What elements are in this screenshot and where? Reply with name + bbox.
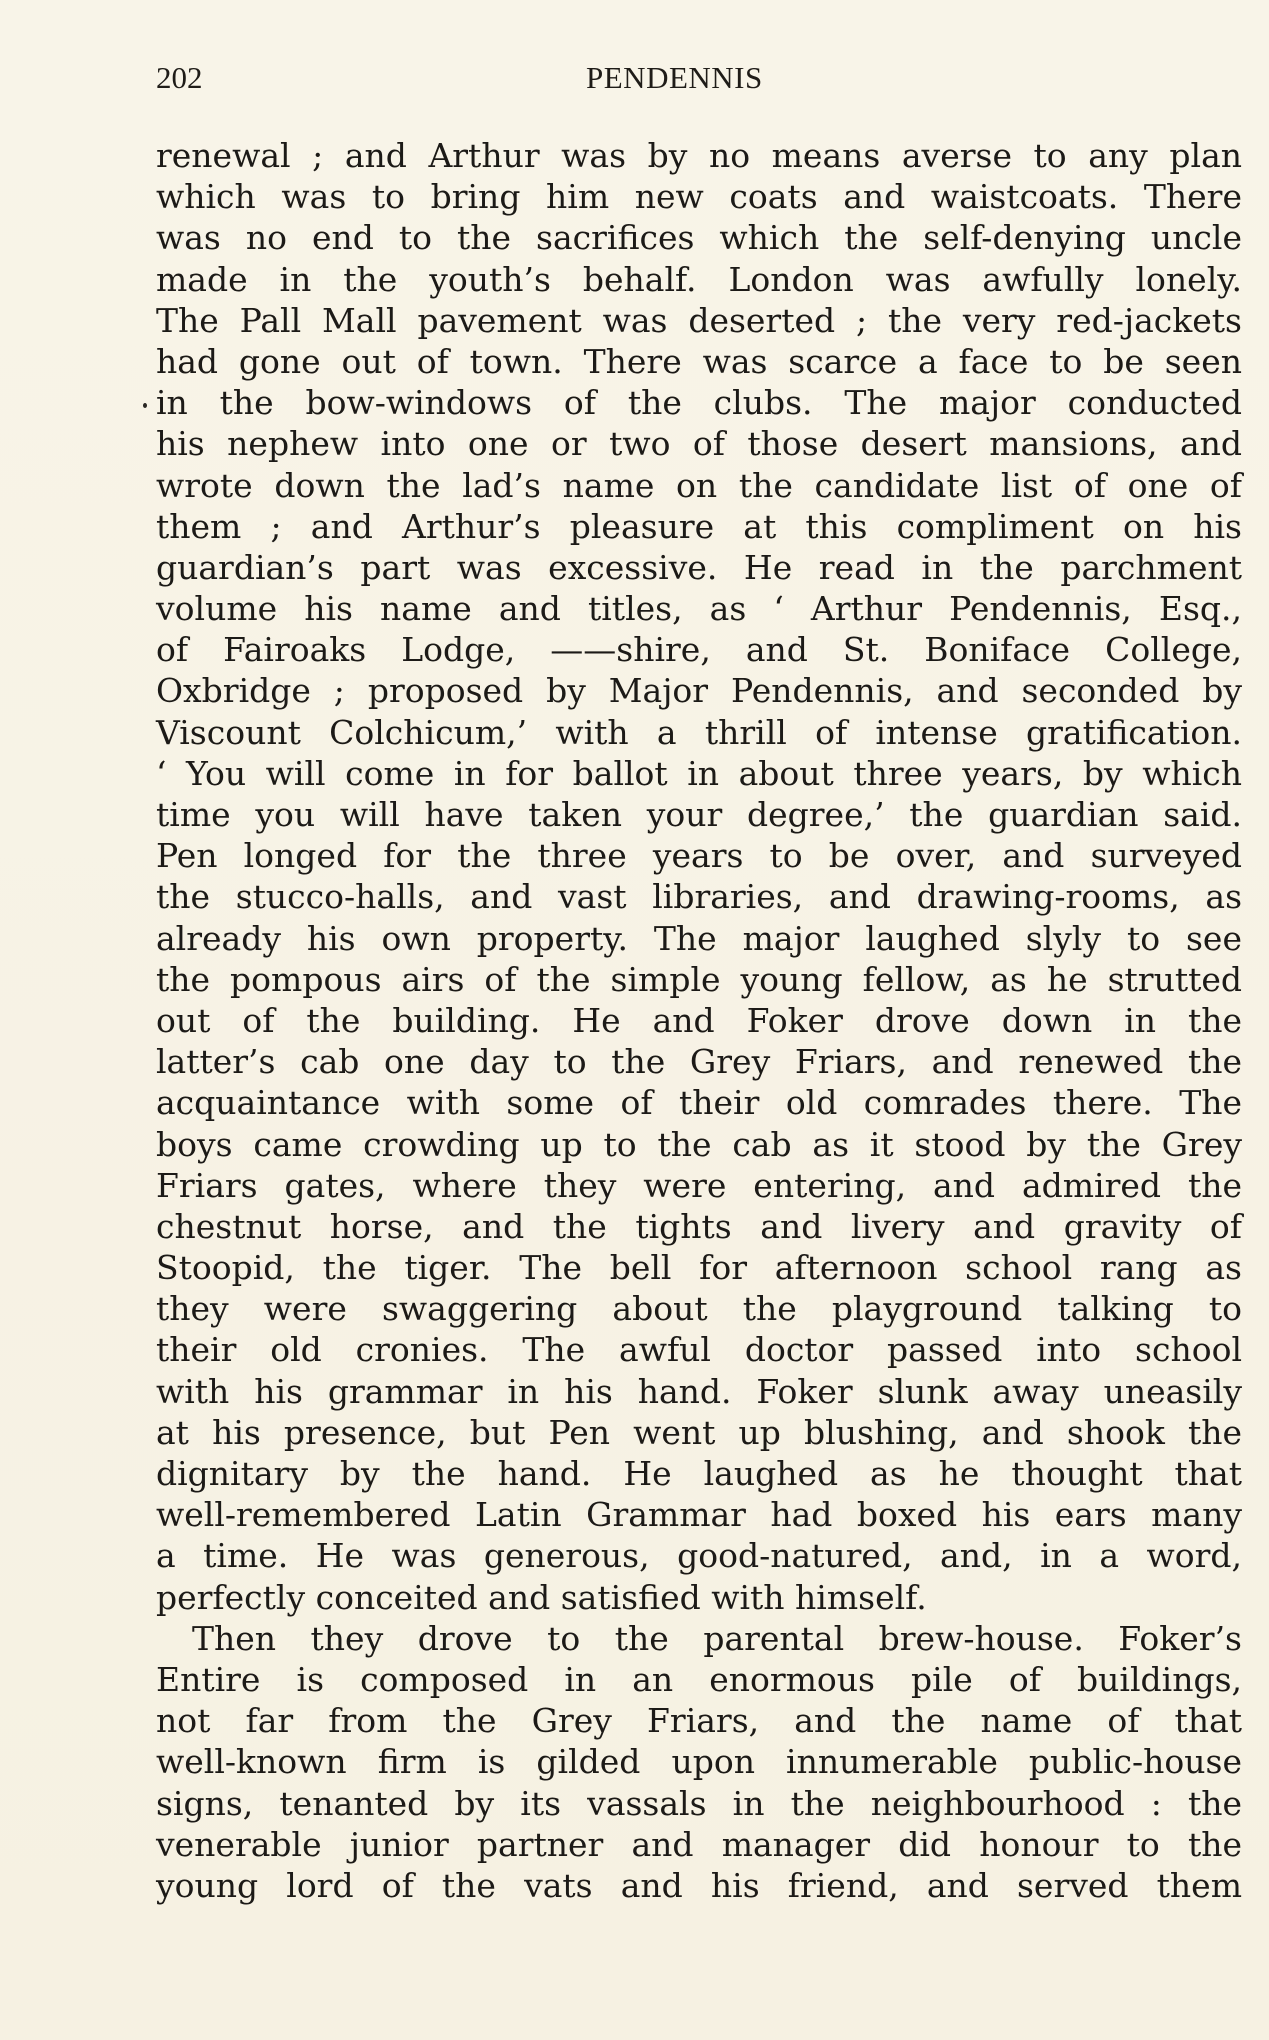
text-line: the pompous airs of the simple young fellow, as he strutted: [156, 959, 1242, 999]
text-line: had gone out of town. There was scarce a face to be seen: [156, 341, 1242, 381]
text-line: of Fairoaks Lodge, ——shire, and St. Boniface College,: [156, 630, 1242, 670]
text-line: Then they drove to the parental brew-house. Foker’s: [192, 1618, 1242, 1658]
text-line: well-known firm is gilded upon innumerable public-house: [156, 1742, 1242, 1782]
text-line: wrote down the lad’s name on the candidate list of one of: [156, 465, 1242, 505]
text-line: which was to bring him new coats and waistcoats. There: [156, 177, 1242, 217]
text-line: was no end to the sacrifices which the self-denying uncle: [156, 218, 1242, 258]
text-line: venerable junior partner and manager did honour to the: [156, 1824, 1242, 1864]
text-line: them ; and Arthur’s pleasure at this compliment on his: [156, 506, 1242, 546]
text-line: Viscount Colchicum,’ with a thrill of intense gratification.: [156, 712, 1242, 752]
body-text: [156, 135, 1242, 1906]
text-line: acquaintance with some of their old comrades there. The: [156, 1083, 1242, 1123]
text-line: already his own property. The major laughed slyly to see: [156, 918, 1242, 958]
text-line: they were swaggering about the playground talking to: [156, 1289, 1242, 1329]
page-number: 202: [156, 60, 203, 95]
text-line: time you will have taken your degree,’ the guardian said.: [156, 795, 1242, 834]
text-line: perfectly conceited and satisfied with himself.: [156, 1577, 927, 1617]
text-line: their old cronies. The awful doctor passed into school: [156, 1330, 1242, 1370]
text-line: renewal ; and Arthur was by no means averse to any plan: [156, 136, 1242, 175]
text-line: a time. He was generous, good-natured, and, in a word,: [156, 1536, 1242, 1576]
text-line: not far from the Grey Friars, and the name of that: [156, 1701, 1242, 1741]
text-line: young lord of the vats and his friend, and served them: [156, 1865, 1242, 1905]
text-line: chestnut horse, and the tights and livery and gravity of: [156, 1206, 1242, 1246]
text-line: out of the building. He and Foker drove down in the: [156, 1000, 1242, 1040]
text-line: with his grammar in his hand. Foker slunk away uneasily: [156, 1371, 1242, 1411]
text-line: latter’s cab one day to the Grey Friars, and renewed the: [156, 1042, 1242, 1082]
text-line: the stucco-halls, and vast libraries, and drawing-rooms, as: [156, 877, 1242, 917]
text-line: Pen longed for the three years to be over, and surveyed: [156, 836, 1242, 876]
text-line: boys came crowding up to the cab as it stood by the Grey: [156, 1124, 1242, 1164]
text-line: guardian’s part was excessive. He read in the parchment: [156, 547, 1242, 587]
ink-speck: [143, 403, 147, 408]
text-line: his nephew into one or two of those desert mansions, and: [156, 424, 1242, 464]
text-line: well-remembered Latin Grammar had boxed his ears many: [156, 1495, 1242, 1535]
text-line: in the bow-windows of the clubs. The major conducted: [156, 383, 1242, 423]
text-line: signs, tenanted by its vassals in the neighbourhood : the: [156, 1783, 1242, 1823]
text-line: Oxbridge ; proposed by Major Pendennis, and seconded by: [156, 671, 1242, 711]
text-line: Entire is composed in an enormous pile of buildings,: [156, 1659, 1242, 1699]
text-line: The Pall Mall pavement was deserted ; the very red-jackets: [156, 300, 1242, 340]
text-line: ‘ You will come in for ballot in about three years, by which: [156, 753, 1242, 793]
running-head: [156, 60, 1236, 108]
text-line: made in the youth’s behalf. London was awfully lonely.: [156, 259, 1242, 299]
book-title: PENDENNIS: [586, 60, 763, 95]
text-line: Friars gates, where they were entering, and admired the: [156, 1165, 1242, 1205]
text-line: volume his name and titles, as ‘ Arthur Pendennis, Esq.,: [156, 589, 1242, 629]
text-line: Stoopid, the tiger. The bell for afternoon school rang as: [156, 1248, 1242, 1288]
text-line: at his presence, but Pen went up blushing, and shook the: [156, 1412, 1242, 1452]
text-line: dignitary by the hand. He laughed as he thought that: [156, 1454, 1242, 1493]
